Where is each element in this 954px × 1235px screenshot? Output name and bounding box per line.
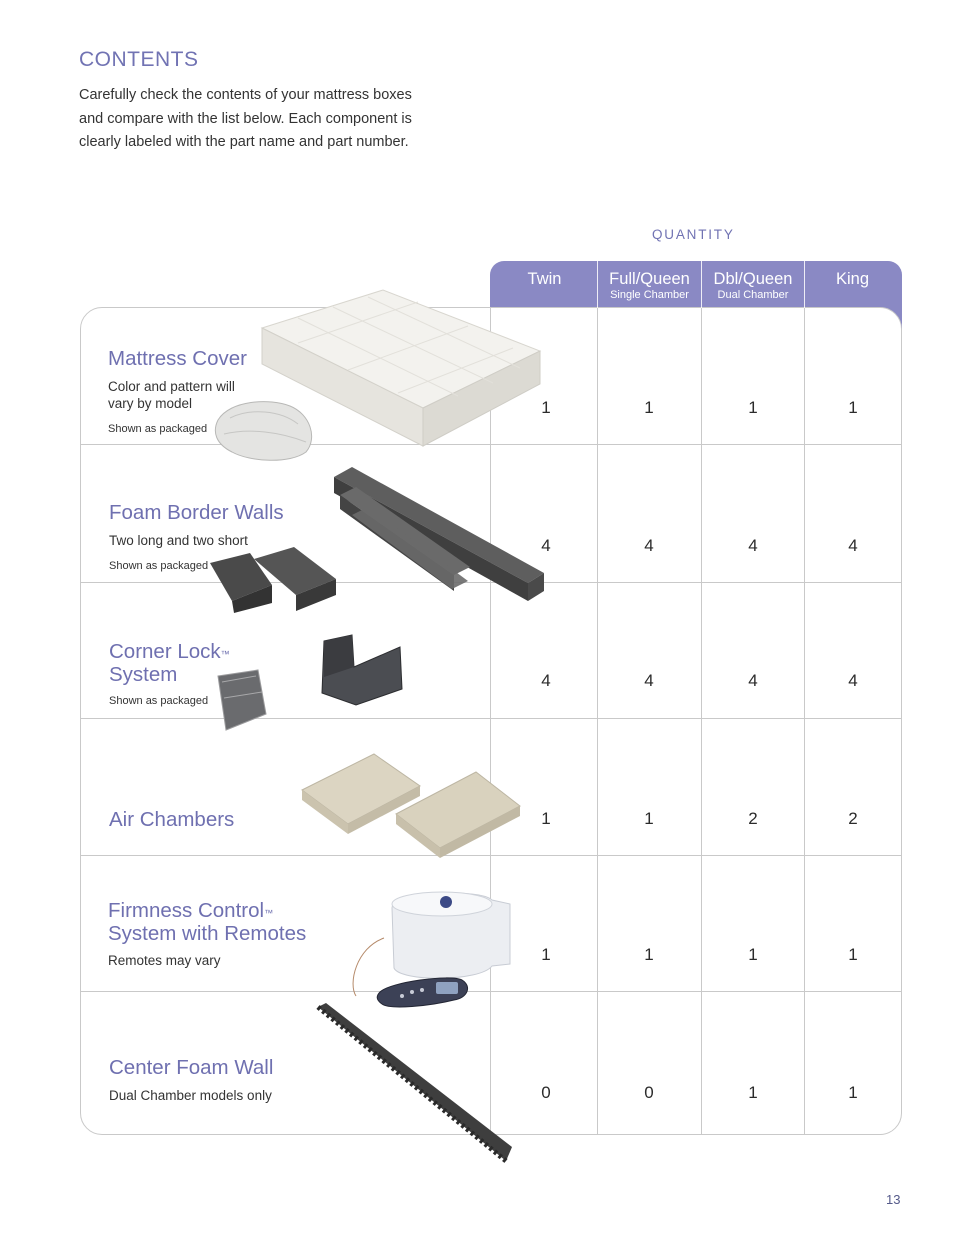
quantity-cell: 1 bbox=[748, 945, 758, 964]
quantity-cell: 2 bbox=[848, 809, 858, 828]
row-title-firmness-control bbox=[108, 900, 306, 945]
quantity-cell: 4 bbox=[848, 671, 858, 690]
page-number: 13 bbox=[886, 1192, 901, 1207]
packaged-foam-walls-photo bbox=[208, 545, 340, 615]
row-divider bbox=[81, 718, 901, 719]
column-sublabel: Dual Chamber bbox=[717, 289, 789, 301]
column-label: King bbox=[835, 270, 870, 288]
quantity-cell: 4 bbox=[541, 536, 551, 555]
row-title-line: Firmness Control bbox=[108, 899, 265, 922]
row-note: Remotes may vary bbox=[108, 953, 221, 968]
quantity-cell: 1 bbox=[541, 945, 551, 964]
corner-lock-photo bbox=[316, 633, 406, 709]
row-title-foam-border-walls: Foam Border Walls bbox=[109, 501, 284, 524]
row-note-line: vary by model bbox=[108, 396, 193, 411]
quantity-cell: 2 bbox=[748, 809, 758, 828]
quantity-cell: 1 bbox=[541, 398, 551, 417]
packaged-caption: Shown as packaged bbox=[108, 423, 208, 435]
row-title-line: Corner Lock bbox=[109, 640, 221, 663]
center-foam-wall-photo bbox=[316, 1003, 514, 1165]
remote-control-photo bbox=[350, 930, 472, 1012]
row-title-line: System with Remotes bbox=[108, 921, 307, 945]
quantity-cell: 1 bbox=[644, 945, 654, 964]
row-title-air-chambers: Air Chambers bbox=[109, 808, 235, 831]
quantity-cell: 1 bbox=[848, 1083, 858, 1102]
row-note-line: Color and pattern will bbox=[108, 379, 235, 394]
row-note: Dual Chamber models only bbox=[109, 1088, 272, 1103]
column-label: Dbl/Queen bbox=[713, 270, 793, 288]
quantity-cell: 4 bbox=[644, 671, 654, 690]
intro-text bbox=[79, 84, 459, 155]
row-title-corner-lock-system bbox=[109, 641, 230, 686]
column-label: Twin bbox=[527, 270, 562, 288]
intro-line: and compare with the list below. Each component is bbox=[79, 110, 412, 127]
quantity-cell: 1 bbox=[748, 398, 758, 417]
quantity-cell: 4 bbox=[644, 536, 654, 555]
quantity-cell: 0 bbox=[541, 1083, 551, 1102]
row-note bbox=[108, 378, 235, 412]
header-divider bbox=[804, 261, 805, 308]
column-label: Full/Queen bbox=[609, 270, 690, 288]
quantity-cell: 4 bbox=[848, 536, 858, 555]
quantity-label: QUANTITY bbox=[652, 227, 735, 242]
quantity-cell: 1 bbox=[748, 1083, 758, 1102]
quantity-cell: 1 bbox=[644, 398, 654, 417]
quantity-cell: 4 bbox=[748, 671, 758, 690]
row-note: Two long and two short bbox=[109, 533, 248, 548]
row-title-center-foam-wall: Center Foam Wall bbox=[109, 1056, 274, 1079]
row-divider bbox=[81, 991, 901, 992]
trademark-mark: ™ bbox=[264, 908, 274, 918]
quantity-cell: 1 bbox=[644, 809, 654, 828]
header-divider bbox=[597, 261, 598, 308]
column-divider bbox=[701, 308, 702, 1134]
column-divider bbox=[597, 308, 598, 1134]
quantity-cell: 4 bbox=[748, 536, 758, 555]
intro-line: clearly labeled with the part name and part number. bbox=[79, 134, 409, 150]
column-header-dbl-queen bbox=[702, 261, 804, 308]
packaged-caption: Shown as packaged bbox=[109, 695, 209, 707]
packaged-caption: Shown as packaged bbox=[109, 560, 209, 572]
column-header-full-queen bbox=[598, 261, 701, 308]
header-divider bbox=[701, 261, 702, 308]
quantity-cell: 0 bbox=[644, 1083, 654, 1102]
quantity-cell: 4 bbox=[541, 671, 551, 690]
quantity-cell: 1 bbox=[848, 398, 858, 417]
foam-border-walls-photo bbox=[332, 463, 547, 605]
page-title: CONTENTS bbox=[79, 48, 199, 71]
air-chambers-photo bbox=[300, 750, 522, 860]
quantity-cell: 1 bbox=[848, 945, 858, 964]
trademark-mark: ™ bbox=[220, 649, 230, 659]
column-divider bbox=[804, 308, 805, 1134]
quantity-cell: 1 bbox=[541, 809, 551, 828]
row-title-line: System bbox=[109, 662, 178, 686]
intro-line: Carefully check the contents of your mattress boxes bbox=[79, 87, 412, 103]
row-title-mattress-cover: Mattress Cover bbox=[108, 347, 247, 370]
column-header-king bbox=[805, 261, 900, 308]
column-sublabel: Single Chamber bbox=[610, 289, 689, 301]
